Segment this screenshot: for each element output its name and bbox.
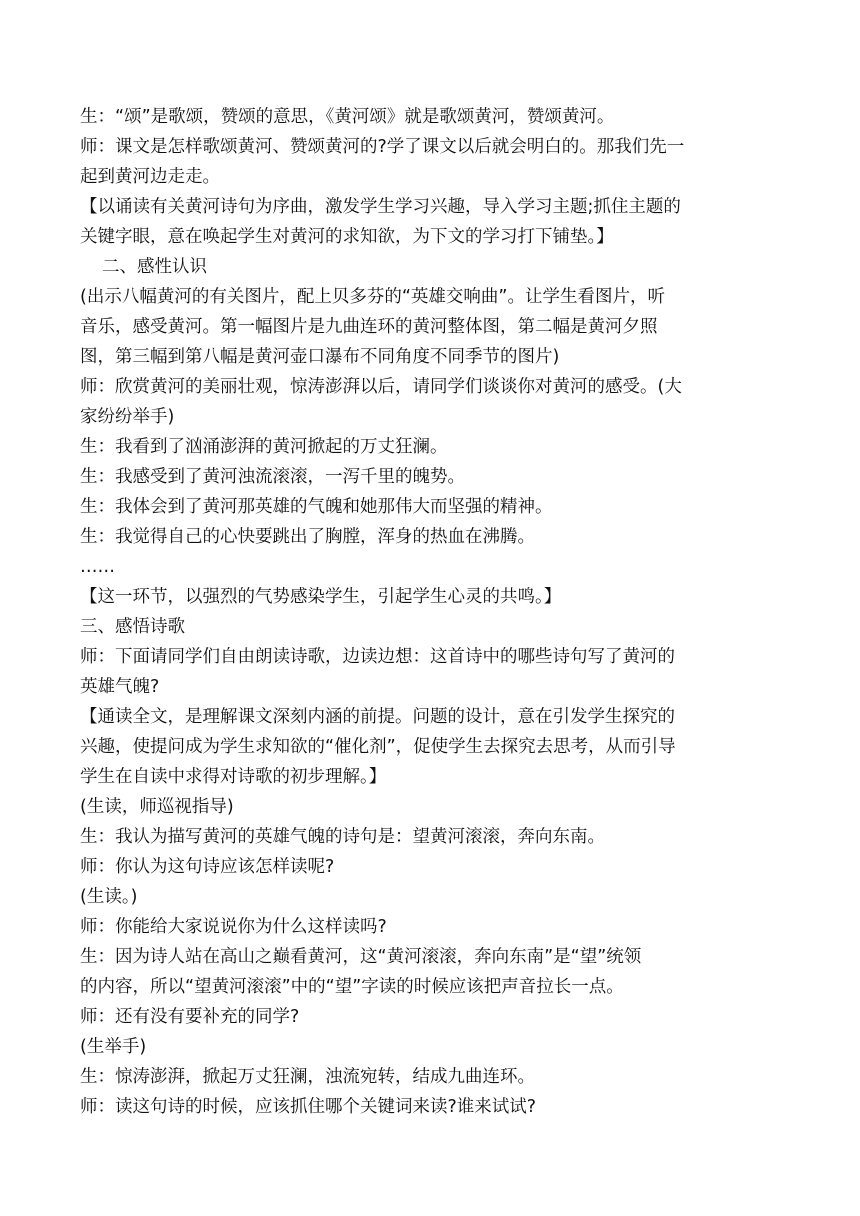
ellipsis-line: …… <box>80 557 115 577</box>
text-line: 【这一环节，以强烈的气势感染学生，引起学生心灵的共鸣。】 <box>80 587 562 607</box>
text-line: 音乐，感受黄河。第一幅图片是九曲连环的黄河整体图，第二幅是黄河夕照 <box>80 317 658 337</box>
section-heading: 二、感性认识 <box>102 257 207 277</box>
text-line: (生读。) <box>80 887 138 907</box>
text-line: 师：下面请同学们自由朗读诗歌，边读边想：这首诗中的哪些诗句写了黄河的 <box>80 647 675 667</box>
text-line: 的内容，所以“望黄河滚滚”中的“望”字读的时候应该把声音拉长一点。 <box>80 977 624 997</box>
text-line: 起到黄河边走走。 <box>80 167 220 187</box>
text-line: 学生在自读中求得对诗歌的初步理解。】 <box>80 767 387 787</box>
text-line: 图，第三幅到第八幅是黄河壶口瀑布不同角度不同季节的图片) <box>80 347 560 367</box>
text-line: 生：我感受到了黄河浊流滚滚，一泻千里的魄势。 <box>80 467 465 487</box>
text-line: 兴趣，使提问成为学生求知欲的“催化剂”，促使学生去探究去思考，从而引导 <box>80 737 676 757</box>
text-line: 生：我认为描写黄河的英雄气魄的诗句是：望黄河滚滚，奔向东南。 <box>80 827 605 847</box>
text-line: 生：我觉得自己的心快要跳出了胸膛，浑身的热血在沸腾。 <box>80 527 535 547</box>
text-line: 师：读这句诗的时候，应该抓住哪个关键词来读?谁来试试? <box>80 1097 537 1117</box>
text-line: 生：我体会到了黄河那英雄的气魄和她那伟大而坚强的精神。 <box>80 497 553 517</box>
text-line: 家纷纷举手) <box>80 407 175 427</box>
text-line: 师：你能给大家说说你为什么这样读吗? <box>80 917 387 937</box>
text-line: (生读，师巡视指导) <box>80 797 234 817</box>
text-line: (生举手) <box>80 1037 147 1057</box>
document-body <box>80 102 780 1122</box>
text-line: 【以诵读有关黄河诗句为序曲，激发学生学习兴趣，导入学习主题;抓住主题的 <box>80 197 681 217</box>
text-line: 生：“颂”是歌颂，赞颂的意思，《黄河颂》就是歌颂黄河，赞颂黄河。 <box>80 107 615 127</box>
text-line: 【通读全文，是理解课文深刻内涵的前提。问题的设计，意在引发学生探究的 <box>80 707 675 727</box>
text-line: 生：因为诗人站在高山之巅看黄河，这“黄河滚滚，奔向东南”是“望”统领 <box>80 947 642 967</box>
text-line: 关键字眼，意在唤起学生对黄河的求知欲，为下文的学习打下铺垫。】 <box>80 227 614 247</box>
text-line: 师：课文是怎样歌颂黄河、赞颂黄河的?学了课文以后就会明白的。那我们先一 <box>80 137 685 157</box>
text-line: 师：你认为这句诗应该怎样读呢? <box>80 857 335 877</box>
text-line: 英雄气魄? <box>80 677 160 697</box>
text-line: 生：我看到了汹涌澎湃的黄河掀起的万丈狂澜。 <box>80 437 448 457</box>
text-line: 师：还有没有要补充的同学? <box>80 1007 300 1027</box>
text-line: 生：惊涛澎湃，掀起万丈狂澜，浊流宛转，结成九曲连环。 <box>80 1067 535 1087</box>
text-line: (出示八幅黄河的有关图片，配上贝多芬的“英雄交响曲”。让学生看图片，听 <box>80 287 665 307</box>
section-heading: 三、感悟诗歌 <box>80 617 185 637</box>
text-line: 师：欣赏黄河的美丽壮观，惊涛澎湃以后，请同学们谈谈你对黄河的感受。(大 <box>80 377 682 397</box>
